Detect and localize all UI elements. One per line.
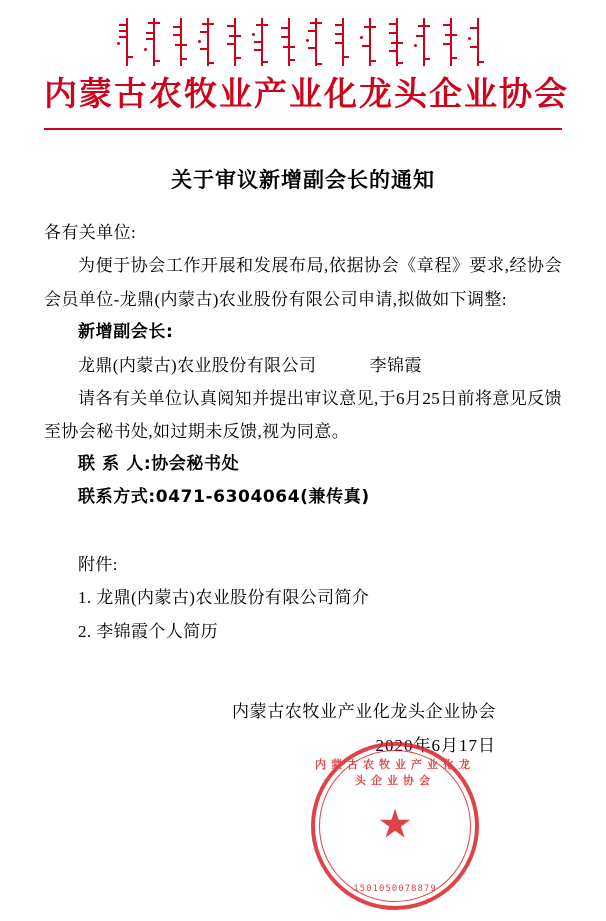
member-person: 李锦霞 (369, 355, 422, 375)
paragraph-1: 为便于协会工作开展和发展布局,依据协会《章程》要求,经协会会员单位-龙鼎(内蒙古)农业股份有限公司申请,拟做如下调整: (44, 256, 562, 309)
member-company: 龙鼎(内蒙古)农业股份有限公司 (78, 355, 317, 375)
mongolian-glyph (445, 18, 458, 66)
mongolian-glyph (391, 18, 404, 66)
new-member-row (44, 349, 562, 382)
mongolian-glyph (472, 18, 485, 66)
attachments-heading: 附件: (78, 554, 118, 574)
paragraph-2: 请各有关单位认真阅知并提出审议意见,于6月25日前将意见反馈至协会秘书处,如过期未反馈,视为同意。 (44, 388, 562, 442)
mongolian-glyph (256, 18, 269, 66)
attachment-item: 2. 李锦霞个人简历 (78, 621, 218, 641)
mongolian-glyph (229, 18, 242, 66)
seal-bottom-text: 1501050078879 (353, 884, 437, 894)
mongolian-glyph (418, 18, 431, 66)
attachment-item: 1. 龙鼎(内蒙古)农业股份有限公司简介 (78, 587, 370, 607)
mongolian-glyph (202, 18, 215, 66)
mongolian-glyph (283, 18, 296, 66)
salutation: 各有关单位: (44, 223, 137, 243)
organization-title: 内蒙古农牧业产业化龙头企业协会 (44, 74, 569, 113)
contact-phone: 联系方式:0471-6304064(兼传真) (78, 487, 370, 508)
signature-organization: 内蒙古农牧业产业化龙头企业协会 (232, 701, 496, 721)
letterhead (44, 0, 569, 130)
star-icon: ★ (377, 801, 413, 847)
letterhead-divider (44, 128, 562, 130)
mongolian-glyph (310, 18, 323, 66)
contact-person: 联 系 人:协会秘书处 (78, 454, 240, 475)
mongolian-script-line (44, 18, 562, 70)
document-title: 关于审议新增副会长的通知 (171, 168, 435, 193)
mongolian-glyph (175, 18, 188, 66)
mongolian-glyph (337, 18, 350, 66)
official-seal-stamp (311, 742, 479, 910)
mongolian-glyph (148, 18, 161, 66)
mongolian-glyph (121, 18, 134, 66)
mongolian-glyph (364, 18, 377, 66)
subheading-new-vice-chair: 新增副会长: (78, 321, 174, 342)
seal-top-text: 内蒙古农牧业产业化龙头企业协会 (315, 758, 475, 787)
signature-date: 2020年6月17日 (375, 735, 496, 755)
seal-inner-ring (319, 750, 471, 902)
signature-block (44, 695, 562, 763)
